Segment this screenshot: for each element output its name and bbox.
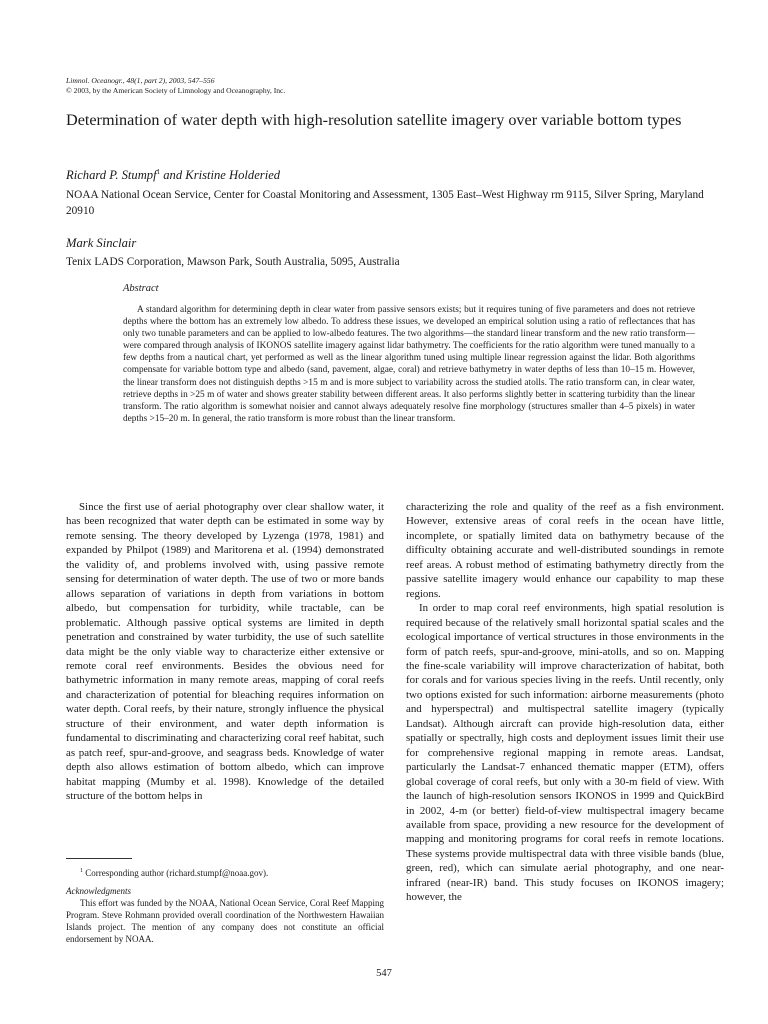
citation-line: Limnol. Oceanogr., 48(1, part 2), 2003, 547–556 [66, 76, 215, 85]
author-line-2: Mark Sinclair [66, 236, 137, 250]
acknowledgments-text: This effort was funded by the NOAA, National Ocean Service, Coral Reef Mapping Program. Steve Rohmann provided overall coordination of the Northwestern Hawaiian Islands project. The mention of any company does not constitute an official endorsement by NOAA. [66, 898, 384, 944]
author-footnote-mark: 1 [156, 168, 161, 176]
acknowledgments-heading: Acknowledgments [66, 886, 131, 896]
footnote-line [66, 865, 384, 879]
body-paragraph: In order to map coral reef environments, high spatial resolution is required because of the relatively small horizontal spatial scales and the ecological importance of vertical structures in those environments in the form of patch reefs, spur-and-groove, mini-atolls, and so on. Mapping the fine-scale variability will improve characterization of habitat, both for corals and for various species living in the reefs. Until recently, only two options existed for such information: airborne measurements (photo and hyperspectral) and multispectral satellite imagery (typically Landsat). Although aircraft can provide high-resolution data, either spatially or spectrally, high costs and deployment issues limit their use for comprehensive regional mapping in remote areas. Landsat, particularly the Landsat-7 enhanced thematic mapper (ETM), offers global coverage of coral reefs, but only with a 30-m field of view. With the launch of high-resolution sensors IKONOS in 1999 and QuickBird in 2002, 4-m (or better) field-of-view multispectral imagery became available from space, providing a new resource for the development of mapping and monitoring programs for coral reefs in remote locations. These systems provide multispectral data with three visible bands (blue, green, red), which can simulate aerial photography, and one near-infrared (near-IR) band. This study focuses on IKONOS imagery; however, the [406, 602, 724, 904]
paper-title: Determination of water depth with high-resolution satellite imagery over variable bottom types [66, 111, 682, 129]
footnote-text: Corresponding author (richard.stumpf@noaa.gov). [83, 868, 269, 878]
footnote-mark: 1 [80, 868, 83, 874]
left-column [66, 500, 384, 804]
body-paragraph: characterizing the role and quality of the reef as a fish environment. However, extensive areas of coral reefs in the ocean have little, incomplete, or spatially limited data on bathymetry because of the difficulty obtaining accurate and well-distributed soundings in remote reef areas. A robust method of estimating bathymetry directly from the passive satellite imagery would enhance our capability to map these regions. [406, 501, 724, 600]
right-column [406, 500, 724, 905]
footnote-block [66, 865, 384, 945]
journal-header [66, 76, 285, 95]
body-paragraph: Since the first use of aerial photography over clear shallow water, it has been recognized that water depth can be estimated in some way by remote sensing. The theory developed by Lyzenga (1978, 1981) and expanded by Philpot (1989) and Maritorena et al. (1994) demonstrated the validity of, and problems involved with, using passive remote sensing for determination of water depth. The use of two or more bands allows separation of variations in depth from variations in bottom albedo, but compensation for turbidity, while tractable, can be problematic. Although passive optical systems are limited in depth penetration and constrained by water turbidity, the use of such satellite data might be the only viable way to characterize either extensive or remote coral reef environments. Besides the obvious need for bathymetric information in many remote areas, mapping of coral reefs and characterization of potential for bleaching requires information on water depth. Coral reefs, by their nature, strongly influence the physical structure of their environment, and water depth information is fundamental to discriminating and characterizing coral reef habitat, such as patch reef, spur-and-groove, and seagrass beds. Knowledge of water depth also allows estimation of bottom albedo, which can improve habitat mapping (Mumby et al. 1998). Knowledge of the detailed structure of the bottom helps in [66, 501, 384, 803]
abstract-heading: Abstract [123, 283, 159, 294]
author-name: Richard P. Stumpf [66, 168, 157, 183]
author-line-1 [66, 168, 280, 183]
footnote-divider [66, 858, 132, 859]
affiliation-1: NOAA National Ocean Service, Center for Coastal Monitoring and Assessment, 1305 East–West Highway rm 9115, Silver Spring, Maryland 20910 [66, 189, 704, 217]
affiliation-2: Tenix LADS Corporation, Mawson Park, South Australia, 5095, Australia [66, 256, 400, 268]
copyright-line: © 2003, by the American Society of Limnology and Oceanography, Inc. [66, 85, 286, 95]
page-number: 547 [376, 968, 392, 979]
abstract-text: A standard algorithm for determining depth in clear water from passive sensors exists; but it requires tuning of five parameters and does not retrieve depths where the bottom has an extremely low albedo. To address these issues, we developed an empirical solution using a ratio of reflectances that has only two tunable parameters and can be applied to low-albedo features. The two algorithms—the standard linear transform and the new ratio transform—were compared through analysis of IKONOS satellite imagery against lidar bathymetry. The coefficients for the ratio algorithm were tuned manually to a few depths from a nautical chart, yet performed as well as the linear algorithm tuned using multiple linear regression against the lidar. Both algorithms compensate for variable bottom type and albedo (sand, pavement, algae, coral) and retrieve bathymetry in water depths of less than 10–15 m. However, the linear transform does not distinguish depths >15 m and is more subject to variability across the studied atolls. The ratio transform can, in clear water, retrieve depths in >25 m of water and shows greater stability between different areas. It also performs slightly better in scattering turbidity than the linear transform. The ratio algorithm is somewhat noisier and cannot always adequately resolve fine morphology (structures smaller than 4–5 pixels) in water depths >15–20 m. In general, the ratio transform is more robust than the linear transform. [123, 305, 695, 424]
author-joiner: and Kristine Holderied [160, 168, 281, 183]
